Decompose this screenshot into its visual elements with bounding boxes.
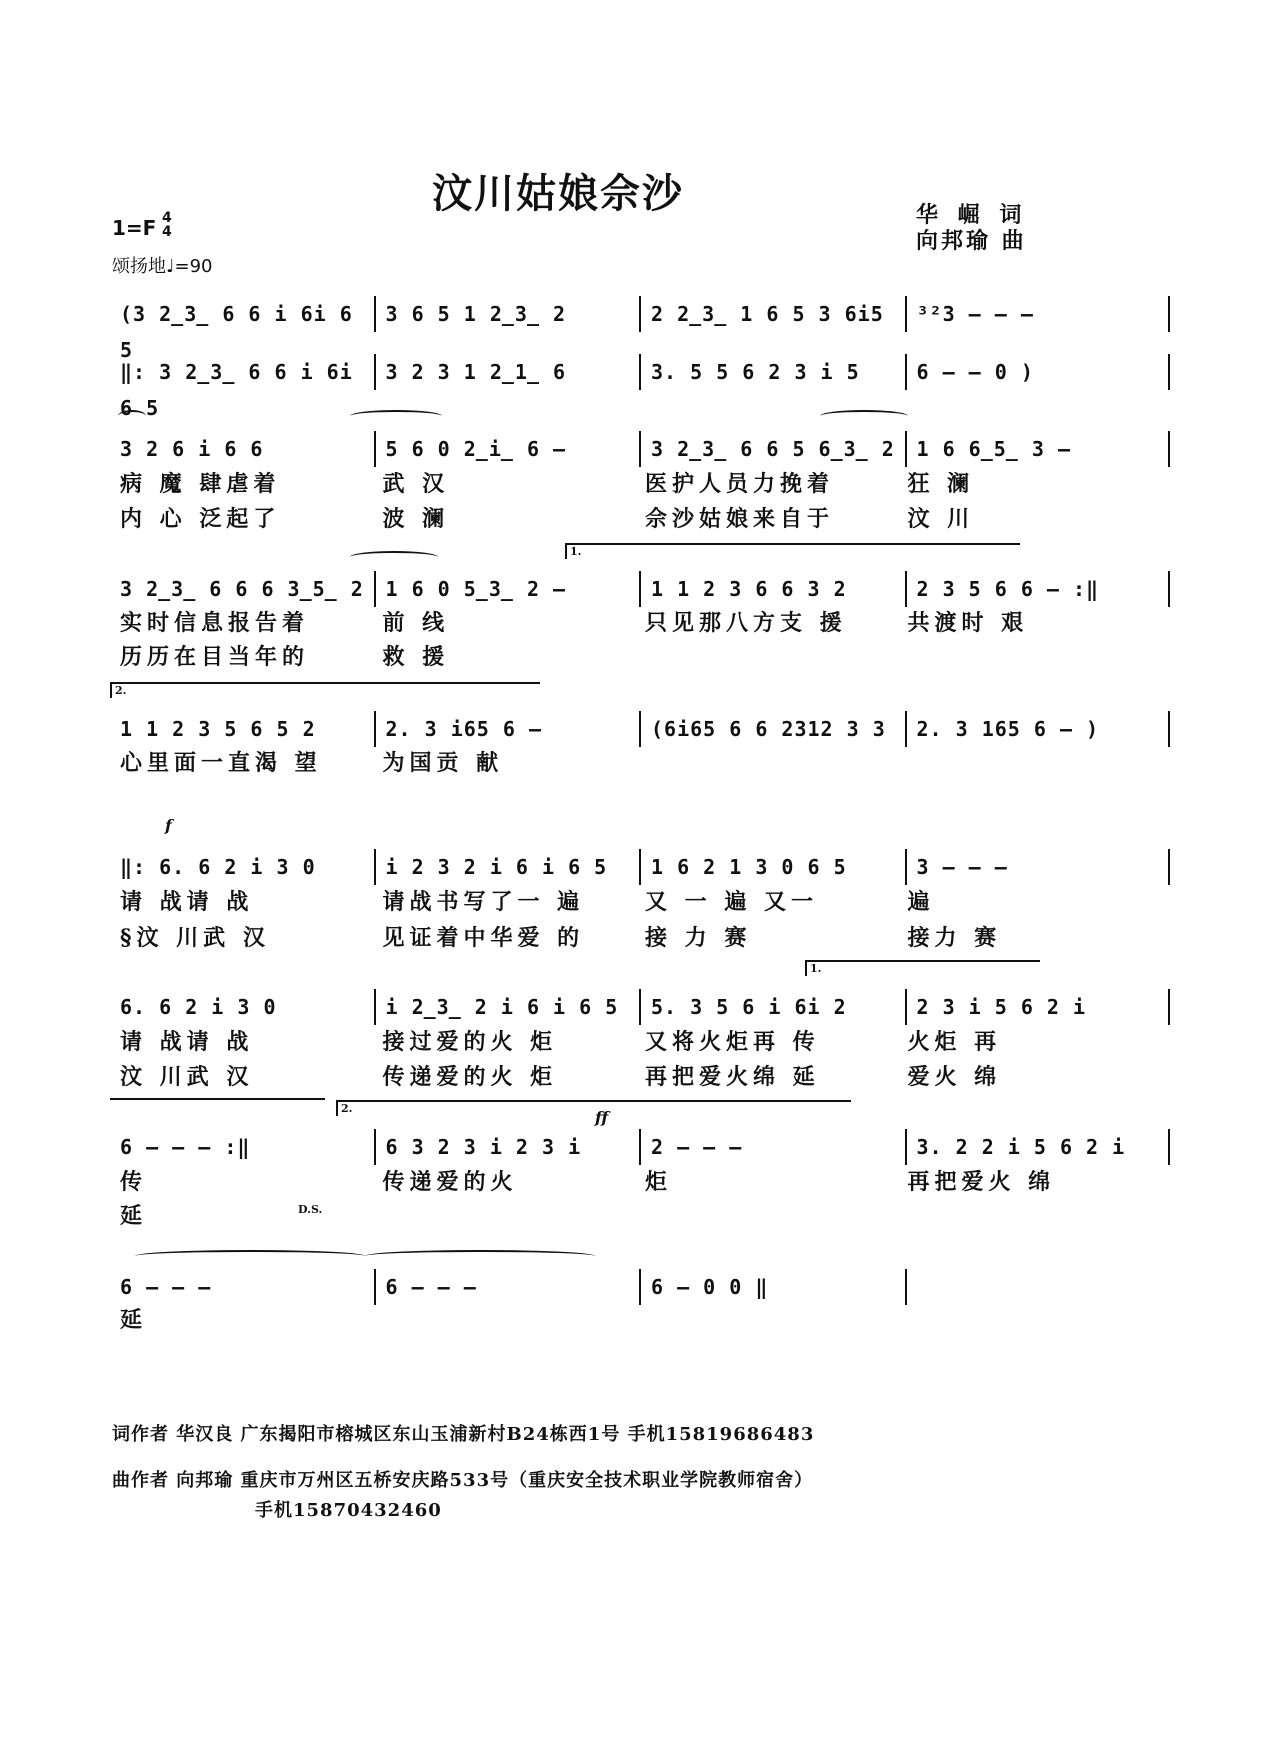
- measure: 1 6 6̲5̲ 3 –: [905, 431, 1171, 467]
- composer-phone: 手机15870432460: [255, 1500, 442, 1521]
- slur: [350, 410, 442, 422]
- lyric-line: 请 战请 战 接过爱的火 炬 又将火炬再 传 火炬 再: [120, 1029, 1002, 1055]
- measure: 1 1 2 3 6 6 3 2: [639, 571, 905, 607]
- measure: ³²3 – – –: [905, 296, 1171, 332]
- measure: [905, 1269, 1171, 1305]
- measure: i 2̲3̲ 2 i 6 i 6 5: [374, 989, 640, 1025]
- lyric-line: 延: [120, 1203, 148, 1229]
- lyric-line: 传 传递爱的火 炬 再把爱火 绵: [120, 1169, 1056, 1195]
- measure: 3 6 5 1 2̲3̲ 2: [374, 296, 640, 332]
- volta-2: 2.: [110, 682, 540, 698]
- staff-line-8: [120, 1123, 1170, 1169]
- measure: 3 2̲3̲ 6 6 5 6̲3̲ 2: [639, 431, 905, 467]
- measure: 6 – – –: [374, 1269, 640, 1305]
- song-title: 汶川姑娘佘沙: [432, 170, 684, 217]
- measure: 3. 5 5 6 2 3 i 5: [639, 354, 905, 390]
- measure: 6 – 0 0 ‖: [639, 1269, 905, 1305]
- measure: 3 2 6 i 6 6: [120, 437, 264, 461]
- barline: [1168, 849, 1170, 885]
- measure: 6 3 2 3 i 2 3 i: [374, 1129, 640, 1165]
- measure: 5 6 0 2̲i̲ 6 –: [374, 431, 640, 467]
- measure: 3 2̲3̲ 6 6 6 3̲5̲ 2: [120, 577, 364, 601]
- tempo-marking: 颂扬地♩=90: [112, 256, 213, 277]
- measure: 6 – – 0 ): [905, 354, 1171, 390]
- barline: [1168, 711, 1170, 747]
- slur: [820, 410, 908, 422]
- lyric-line: 历历在目当年的 救 援: [120, 644, 450, 670]
- measure: 2 3 5 6 6 – :‖: [905, 571, 1171, 607]
- measure: 1 1 2 3 5 6 5 2: [120, 717, 316, 741]
- volta-1: 1.: [805, 960, 1040, 976]
- slur: [135, 1250, 365, 1262]
- barline: [1168, 571, 1170, 607]
- measure: (6i65 6 6 2312 3 3: [639, 711, 905, 747]
- staff-line-5: [120, 705, 1170, 751]
- staff-line-3: [120, 425, 1170, 471]
- measure: 2. 3 i65 6 –: [374, 711, 640, 747]
- composer-credit: 向邦瑜 曲: [916, 228, 1027, 254]
- staff-line-7: [120, 983, 1170, 1029]
- measure: 3. 2 2 i 5 6 2 i: [905, 1129, 1171, 1165]
- measure: ‖: 3 2̲3̲ 6 6 i 6i 6 5: [120, 360, 353, 420]
- measure: 2 3 i 5 6 2 i: [905, 989, 1171, 1025]
- measure: i 2 3 2 i 6 i 6 5: [374, 849, 640, 885]
- measure: ‖: 6. 6 2 i 3 0: [120, 855, 316, 879]
- measure: 1 6 2 1 3 0 6 5: [639, 849, 905, 885]
- lyricist-credit: 华 崛 词: [916, 202, 1028, 228]
- lyricist-info: 词作者 华汉良 广东揭阳市榕城区东山玉浦新村B24栋西1号 手机15819686483: [112, 1424, 815, 1445]
- barline: [1168, 431, 1170, 467]
- lyric-line: 实时信息报告着 前 线 只见那八方支 援 共渡时 艰: [120, 610, 1029, 636]
- measure: 3 2 3 1 2̲1̲ 6: [374, 354, 640, 390]
- measure: (3 2̲3̲ 6 6 i 6i 6 5: [120, 302, 353, 362]
- staff-line-4: [120, 565, 1170, 611]
- lyric-line: 心里面一直渴 望 为国贡 献: [120, 750, 504, 776]
- barline: [1168, 989, 1170, 1025]
- slur: [350, 551, 438, 563]
- barline: [1168, 296, 1170, 332]
- measure: 3 – – –: [905, 849, 1171, 885]
- staff-line-6: [120, 843, 1170, 889]
- volta-2: 2.: [336, 1100, 851, 1116]
- slur: [365, 1250, 595, 1262]
- measure: 1 6 0 5̲3̲ 2 –: [374, 571, 640, 607]
- lyric-line: 汶 川武 汉 传递爱的火 炬 再把爱火绵 延 爱火 绵: [120, 1064, 1002, 1090]
- barline: [1168, 1129, 1170, 1165]
- measure: 5. 3 5 6 i 6i 2: [639, 989, 905, 1025]
- measure: 2. 3 165 6 – ): [905, 711, 1171, 747]
- lyric-line: 病 魔 肆虐着 武 汉 医护人员力挽着 狂 澜: [120, 471, 975, 497]
- lyric-line: 请 战请 战 请战书写了一 遍 又 一 遍 又一 遍: [120, 889, 935, 915]
- time-signature: 4 4: [162, 210, 172, 240]
- staff-line-1: [120, 290, 1170, 362]
- volta-1: 1.: [565, 543, 1020, 559]
- dynamic-ff: ff: [595, 1108, 609, 1127]
- barline: [1168, 354, 1170, 390]
- key-signature: 1=F: [112, 216, 157, 240]
- dal-segno-mark: D.S.: [298, 1203, 323, 1216]
- volta-continuation: [110, 1098, 325, 1100]
- measure: 6. 6 2 i 3 0: [120, 995, 277, 1019]
- lyric-line: 延: [120, 1307, 148, 1333]
- dynamic-f: f: [165, 816, 172, 835]
- measure: 2 2̲3̲ 1 6 5 3 6i5: [639, 296, 905, 332]
- measure: 6 – – –: [120, 1275, 212, 1299]
- measure: 6 – – – :‖: [120, 1135, 251, 1159]
- measure: 2 – – –: [639, 1129, 905, 1165]
- slur: [118, 410, 146, 422]
- staff-line-2: [120, 348, 1170, 420]
- lyric-line: 内 心 泛起了 波 澜 佘沙姑娘来自于 汶 川: [120, 506, 975, 532]
- lyric-line: §汶 川武 汉 见证着中华爱 的 接 力 赛 接力 赛: [120, 925, 1002, 951]
- composer-info: 曲作者 向邦瑜 重庆市万州区五桥安庆路533号（重庆安全技术职业学院教师宿舍）: [112, 1470, 814, 1491]
